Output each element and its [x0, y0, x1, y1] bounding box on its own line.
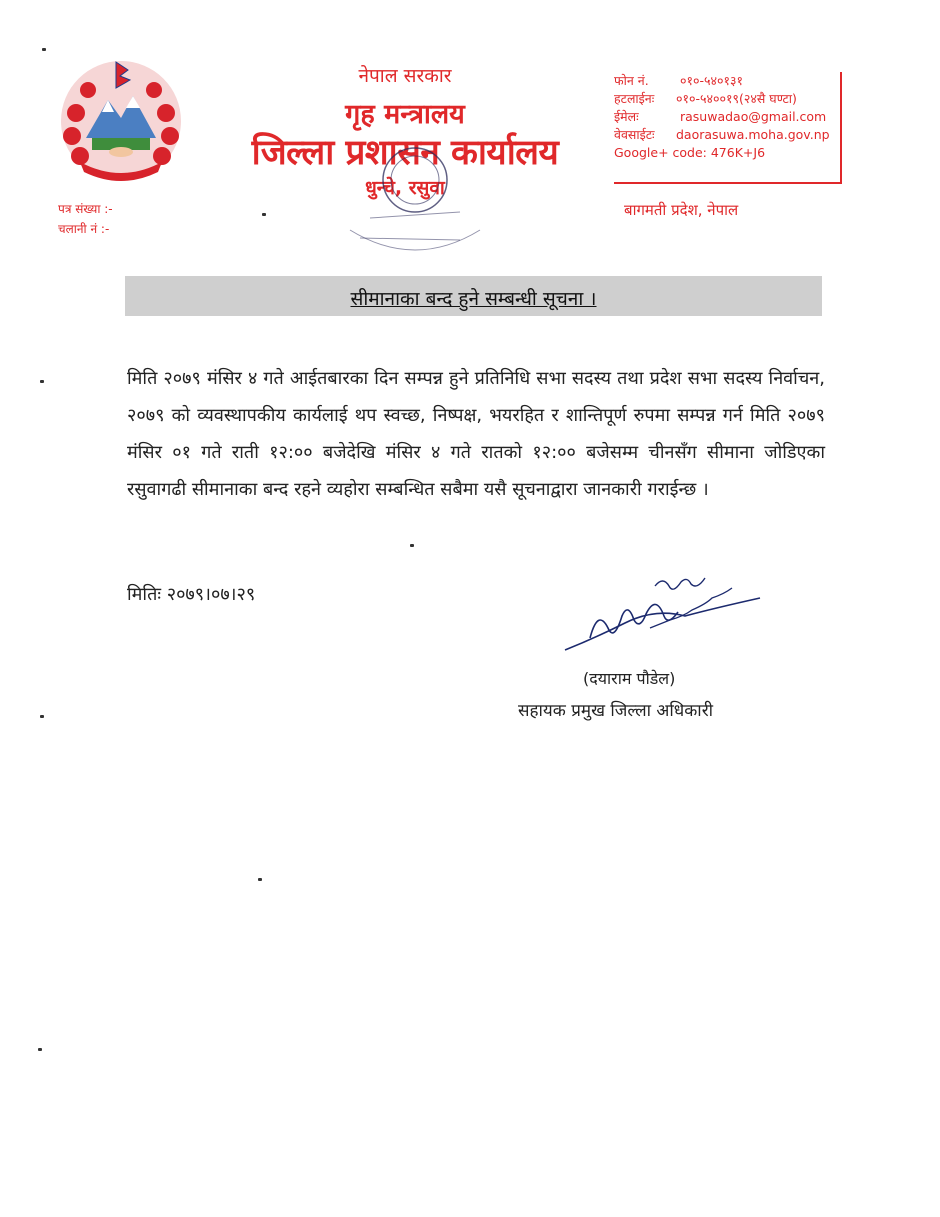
notice-title: सीमानाका बन्द हुने सम्बन्धी सूचना ।	[350, 288, 597, 310]
phone-number: ०१०-५४०१३१	[679, 73, 743, 88]
contact-block	[614, 72, 842, 184]
signatory-title: सहायक प्रमुख जिल्ला अधिकारी	[518, 701, 714, 721]
office-location: धुन्चे, रसुवा	[365, 177, 445, 199]
email-label: ईमेलः	[614, 109, 639, 124]
nepal-emblem-icon	[58, 58, 184, 184]
scan-speck	[258, 878, 262, 881]
ministry-name: गृह मन्त्रालय	[345, 99, 465, 130]
notice-body: मिति २०७९ मंसिर ४ गते आईतबारका दिन सम्पन्न हुने प्रतिनिधि सभा सदस्य तथा प्रदेश सभा सदस्य निर्वाचन, २०७९ को व्यवस्थापकीय कार्यलाई थप स्वच्छ, निष्पक्ष, भयरहित र शान्तिपूर्ण रुपमा सम्पन्न गर्न मिति २०७९ मंसिर ०१ गते राती १२:०० बजेदेखि मंसिर ४ गते रातको १२:०० बजेसम्म चीनसँग सीमाना जोडिएका रसुवागढी सीमानाका बन्द रहने व्यहोरा सम्बन्धित सबैमा यसै सूचनाद्वारा जानकारी गराईन्छ ।	[127, 368, 825, 500]
scan-speck	[40, 380, 44, 383]
email-address: rasuwadao@gmail.com	[679, 109, 827, 124]
province-line: बागमती प्रदेश, नेपाल	[624, 201, 739, 219]
signature-icon	[555, 568, 770, 668]
office-stamp-icon	[330, 120, 500, 270]
website-label: वेवसाईटः	[614, 127, 655, 142]
scan-speck	[262, 213, 266, 216]
signatory-name: (दयाराम पौडेल)	[583, 669, 676, 688]
hotline-label: हटलाईनः	[614, 91, 655, 106]
notice-title-banner	[125, 276, 822, 316]
dispatch-number-label: चलानी नं :-	[58, 222, 110, 236]
scan-speck	[410, 544, 414, 547]
scan-speck	[38, 1048, 42, 1051]
scan-speck	[42, 48, 46, 51]
office-name: जिल्ला प्रशासन कार्यालय	[251, 133, 559, 173]
notice-date: मितिः २०७९।०७।२९	[127, 584, 256, 605]
google-code: Google+ code: 476K+J6	[614, 145, 766, 160]
phone-label: फोन नं.	[614, 73, 649, 88]
government-name: नेपाल सरकार	[358, 65, 452, 87]
website-url: daorasuwa.moha.gov.np	[676, 127, 830, 142]
letter-number-label: पत्र संख्या :-	[58, 202, 113, 216]
scan-speck	[40, 715, 44, 718]
hotline-number: ०१०-५४००१९(२४सै घण्टा)	[676, 91, 797, 106]
